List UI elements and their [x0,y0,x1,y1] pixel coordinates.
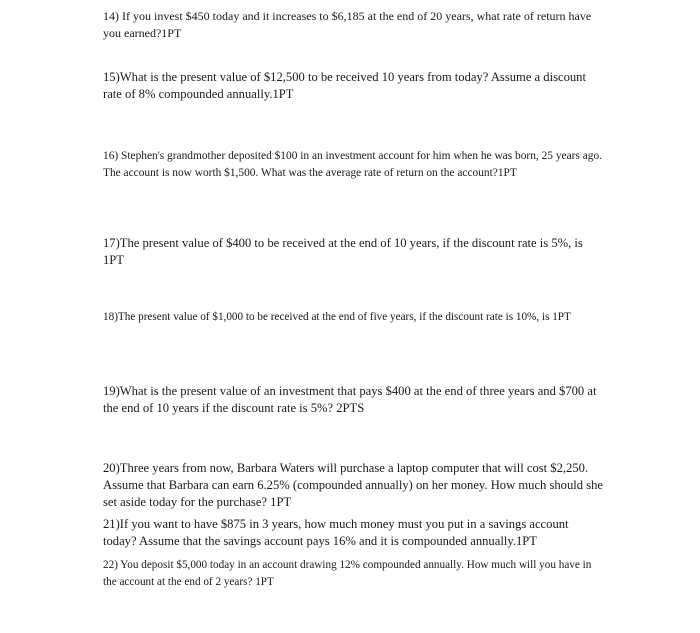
question-22: 22) You deposit $5,000 today in an account drawing 12% compounded annually. How much will you have in the account at the end of 2 years? 1PT [103,559,592,588]
question-17: 17)The present value of $400 to be received at the end of 10 years, if the discount rate is 5%, is 1PT [103,236,583,267]
question-15: 15)What is the present value of $12,500 to be received 10 years from today? Assume a discount rate of 8% compounded annually.1PT [103,70,586,101]
question-16: 16) Stephen's grandmother deposited $100 in an investment account for him when he was born, 25 years ago. The account is now worth $1,500. What was the average rate of return on the account?1PT [103,150,603,179]
question-14: 14) If you invest $450 today and it increases to $6,185 at the end of 20 years, what rate of return have you earned?1PT [103,9,592,40]
question-21: 21)If you want to have $875 in 3 years, how much money must you put in a savings account today? Assume that the savings account pays 16% and it is compounded annually.1PT [103,517,569,548]
question-19: 19)What is the present value of an investment that pays $400 at the end of three years and $700 at the end of 10 years if the discount rate is 5%? 2PTS [103,384,597,415]
question-20: 20)Three years from now, Barbara Waters will purchase a laptop computer that will cost $2,250. Assume that Barbara can earn 6.25% (compounded annually) on her money. How much should she set aside today for the purchase? 1PT [103,461,603,509]
question-18: 18)The present value of $1,000 to be received at the end of five years, if the discount rate is 10%, is 1PT [103,311,571,323]
